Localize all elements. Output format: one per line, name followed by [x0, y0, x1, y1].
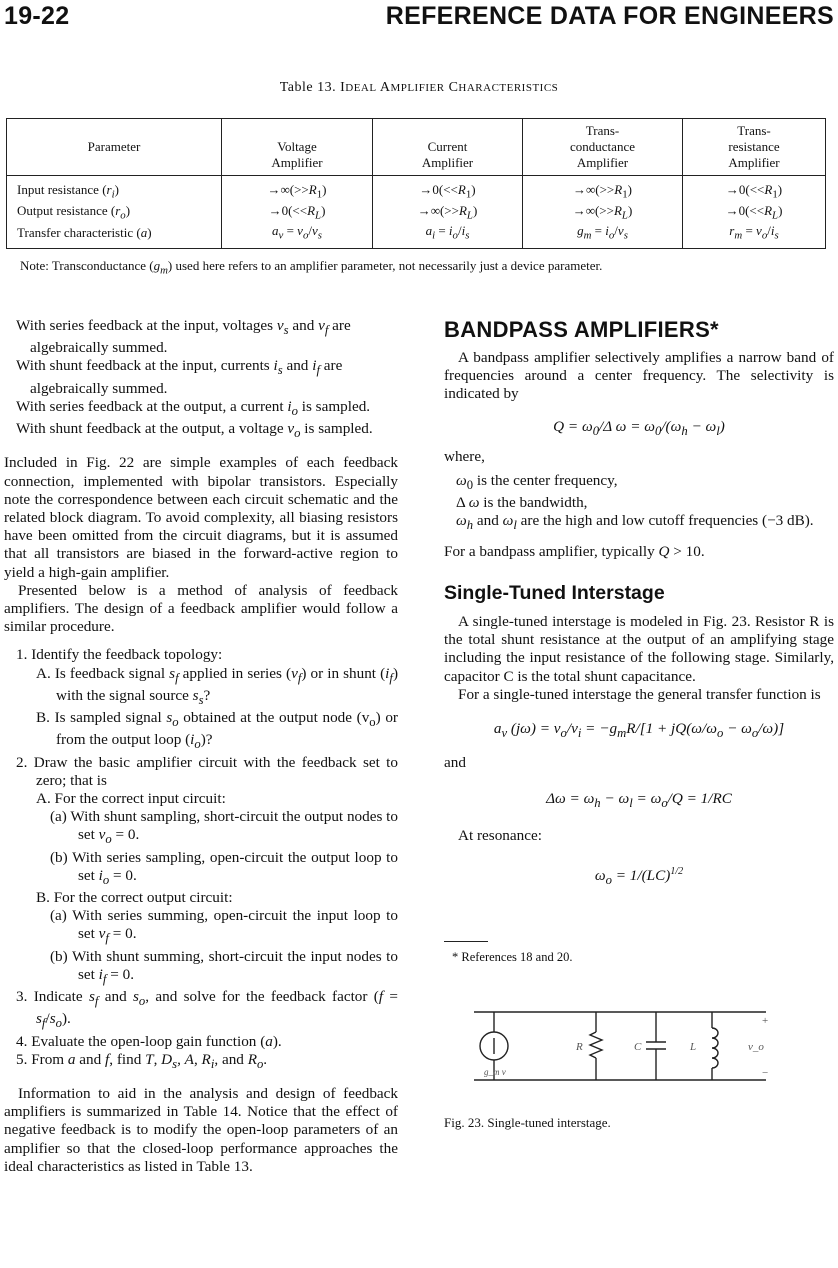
step-2a: A. For the correct input circuit:	[36, 789, 226, 807]
at-resonance-label: At resonance:	[458, 826, 542, 844]
list-item: With series feedback at the output, a current $i_o$ is sampled.	[16, 397, 371, 418]
table-note: Note: Transconductance $(g_m)$ used here refers to an amplifier parameter, not necessarily just a device parameter.	[20, 258, 603, 277]
page-number: 19-22	[4, 2, 70, 30]
table-row	[7, 176, 826, 203]
ideal-amplifier-table	[6, 118, 826, 249]
list-item: $\omega_h$ and $\omega_l$ are the high and low cutoff frequencies (−3 dB).	[456, 512, 814, 533]
analysis-steps	[16, 646, 398, 1073]
table-cell: Input resistance $(r_i)$	[17, 182, 119, 201]
table-row	[7, 223, 826, 248]
table-cell: $\to\infty(>>R_L)$	[523, 203, 683, 224]
and-label: and	[444, 754, 466, 772]
table-cell: $g_m = i_o/v_s$	[523, 223, 683, 248]
source-label: g_m v	[484, 1067, 506, 1078]
table-cell: Output resistance $(r_o)$	[17, 202, 131, 222]
table-cell: $\to 0(<<R_1)$	[373, 176, 523, 203]
step-2b-b: (b) With shunt summing, short-circuit the input nodes to set $i_f = 0$.	[50, 947, 398, 986]
inductor-icon	[712, 1028, 718, 1068]
step-1b: B. Is sampled signal $s_o$ obtained at the output node $(v_o)$ or from the output loop $(i_o)$?	[36, 709, 398, 752]
running-title: REFERENCE DATA FOR ENGINEERS	[385, 2, 834, 30]
step-2b: B. For the correct output circuit:	[36, 889, 233, 906]
table-cell: $\to\infty(>>R_1)$	[523, 176, 683, 203]
column-header: Trans- resistance Amplifier	[683, 119, 826, 176]
output-plus: +	[762, 1015, 769, 1028]
inductor-label: L	[690, 1041, 697, 1054]
single-tuned-interstage-diagram	[444, 994, 834, 1102]
step-2b-a: (a) With series summing, open-circuit the input loop to set $v_f = 0$.	[50, 907, 398, 946]
table-cell: $\to\infty(>>R_L)$	[373, 203, 523, 224]
table-cell: $a_i = i_o/i_s$	[373, 223, 523, 248]
definition-list	[456, 472, 834, 535]
list-item: With series feedback at the input, voltages $v_s$ and $v_f$ are algebraically summed.	[16, 317, 351, 357]
paragraph: A bandpass amplifier selectively amplifies a narrow band of frequencies around a center frequency. The selectivity is indicated by	[444, 349, 834, 403]
list-item: With shunt feedback at the input, currents $i_s$ and $i_f$ are algebraically summed.	[16, 357, 343, 397]
step-5: 5. From a and f, find T, $D_s$, A, $R_i$, and $R_o$.	[16, 1050, 268, 1071]
paragraph: A single-tuned interstage is modeled in Fig. 23. Resistor R is the total shunt resistance at the output of an amplifying stage including the input resistance of the following stage. Similarly, capacitor C is the total shunt capacitance.	[444, 612, 834, 685]
table-row	[7, 203, 826, 224]
footnote-block	[444, 941, 834, 966]
table-cell: $\to\infty(>>R_1)$	[222, 176, 373, 203]
resistor-icon	[590, 1032, 602, 1058]
output-minus: −	[762, 1067, 769, 1080]
column-header: Parameter	[7, 119, 222, 176]
figure-caption: Fig. 23. Single-tuned interstage.	[444, 1115, 611, 1131]
paragraph: For a bandpass amplifier, typically Q > 10.	[444, 542, 705, 560]
output-label: v_o	[748, 1041, 764, 1054]
paragraph: Information to aid in the analysis and design of feedback amplifiers is summarized in Table 14. Notice that the effect of negative feedback is to modify the open-loop parameters of an amplifier so that the closed-loop performance approaches the ideal characteristics as listed in Table 13.	[4, 1084, 398, 1175]
table-caption	[0, 80, 838, 96]
table-cell: $\to 0(<<R_1)$	[683, 176, 826, 203]
table-cell: $a_v = v_o/v_s$	[222, 223, 373, 248]
list-item: Δ ω is the bandwidth,	[456, 494, 588, 512]
step-4: 4. Evaluate the open-loop gain function (a).	[16, 1032, 282, 1050]
table-cell: $\to 0(<<R_L)$	[683, 203, 826, 224]
list-item: $\omega_0$ is the center frequency,	[456, 472, 618, 493]
equation-resonance: $\omega_o = 1/(LC)^{1/2}$	[594, 865, 684, 887]
table-caption-label: Table 13.	[279, 80, 337, 95]
resistor-label: R	[576, 1041, 583, 1054]
step-3: 3. Indicate $s_f$ and $s_o$, and solve for the feedback factor $(f = s_f/s_o)$.	[16, 988, 398, 1031]
list-item: With shunt feedback at the output, a voltage $v_o$ is sampled.	[16, 420, 373, 441]
section-heading: BANDPASS AMPLIFIERS*	[444, 317, 719, 342]
footnote: * References 18 and 20.	[452, 950, 573, 965]
subsection-heading: Single-Tuned Interstage	[444, 581, 665, 604]
column-header: Current Amplifier	[373, 119, 523, 176]
step-2: 2. Draw the basic amplifier circuit with the feedback set to zero; that is	[16, 753, 398, 789]
table-caption-title: IDEAL AMPLIFIER CHARACTERISTICS	[340, 80, 559, 95]
left-column	[4, 317, 398, 1176]
equation-bandwidth: $\Delta\omega = \omega_h - \omega_l = \omega_o/Q = 1/RC$	[546, 790, 732, 811]
step-1: 1. Identify the feedback topology:	[16, 646, 223, 664]
table-cell: $\to 0(<<R_L)$	[222, 203, 373, 224]
capacitor-label: C	[634, 1041, 642, 1054]
paragraph: Included in Fig. 22 are simple examples of each feedback connection, implemented with bipolar transistors. Especially note the correspondence between each circuit schematic and the related block diagram. To avoid complexity, all biasing resistors have been omitted from the circuit diagrams, but it is assumed that all transistors are biased in the forward-active region to yield a high-gain amplifier.	[4, 454, 398, 581]
right-column	[444, 317, 834, 1133]
feedback-summary-list	[16, 317, 398, 442]
paragraph: For a single-tuned interstage the general transfer function is	[458, 685, 821, 703]
paragraph: Presented below is a method of analysis of feedback amplifiers. The design of a feedback amplifier would follow a similar procedure.	[4, 581, 398, 636]
footnote-rule	[444, 941, 488, 942]
column-header: Voltage Amplifier	[222, 119, 373, 176]
equation-transfer: $a_v$ $(j\omega) = v_o/v_i = -g_mR/[1 + jQ(\omega/\omega_o - \omega_o/\omega)]$	[493, 719, 785, 740]
step-2a-b: (b) With series sampling, open-circuit the output loop to set $i_o = 0$.	[50, 848, 398, 887]
table-cell: Transfer characteristic (a)	[17, 225, 152, 241]
equation-q: $Q = \omega_0/\Delta$ $\omega = \omega_0/(\omega_h - \omega_l)$	[553, 417, 725, 438]
step-2a-a: (a) With shunt sampling, short-circuit the output nodes to set $v_o = 0$.	[50, 808, 398, 847]
where-label: where,	[444, 447, 485, 465]
table-cell: $r_m = v_o/i_s$	[683, 223, 826, 248]
column-header: Trans- conductance Amplifier	[523, 119, 683, 176]
step-1a: A. Is feedback signal $s_f$ applied in series $(v_f)$ or in shunt $(i_f)$ with the signal source $s_s$?	[36, 664, 398, 707]
